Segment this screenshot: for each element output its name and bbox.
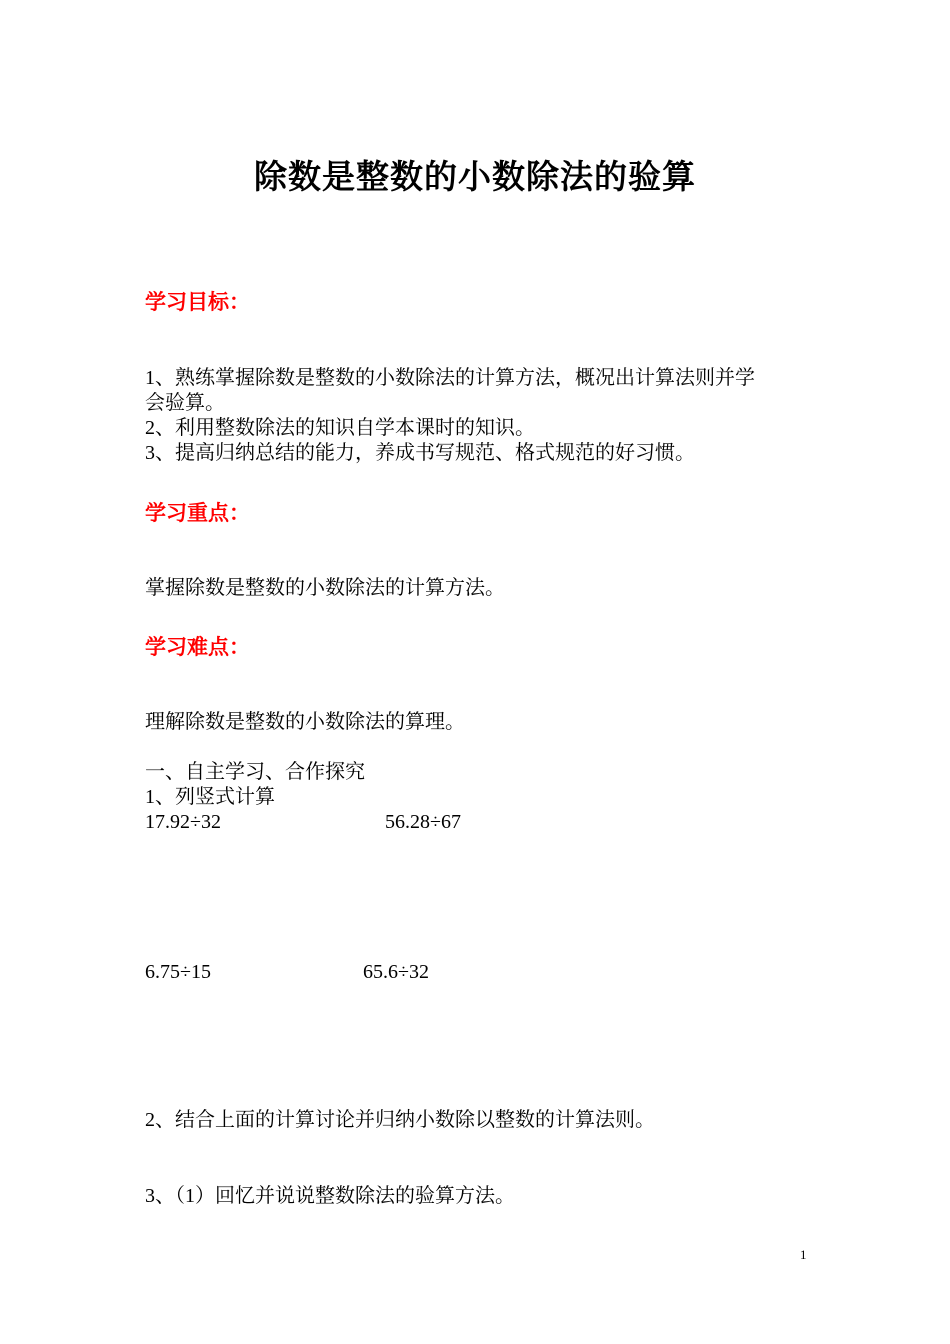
task-3-text: 3、（1）回忆并说说整数除法的验算方法。 xyxy=(145,1185,515,1207)
goals-heading: 学习目标： xyxy=(145,290,250,314)
key-point-text: 掌握除数是整数的小数除法的计算方法。 xyxy=(145,577,505,599)
goal-item-1-continued: 会验算。 xyxy=(145,392,225,414)
page-number: 1 xyxy=(800,1247,807,1262)
problem-1: 17.92÷32 xyxy=(145,811,221,833)
goal-item-3: 3、提高归纳总结的能力，养成书写规范、格式规范的好习惯。 xyxy=(145,442,695,464)
document-title: 除数是整数的小数除法的验算 xyxy=(254,157,696,196)
difficulty-heading: 学习难点： xyxy=(145,635,250,659)
task-1-label: 1、列竖式计算 xyxy=(145,786,275,808)
key-point-heading: 学习重点： xyxy=(145,501,250,525)
problem-2: 56.28÷67 xyxy=(385,811,461,833)
goal-item-2: 2、利用整数除法的知识自学本课时的知识。 xyxy=(145,417,535,439)
part-one-title: 一、自主学习、合作探究 xyxy=(145,761,365,783)
difficulty-text: 理解除数是整数的小数除法的算理。 xyxy=(145,711,465,733)
problem-3: 6.75÷15 xyxy=(145,961,211,983)
problem-4: 65.6÷32 xyxy=(363,961,429,983)
goal-item-1: 1、熟练掌握除数是整数的小数除法的计算方法，概况出计算法则并学 xyxy=(145,367,755,389)
task-2-text: 2、结合上面的计算讨论并归纳小数除以整数的计算法则。 xyxy=(145,1109,655,1131)
